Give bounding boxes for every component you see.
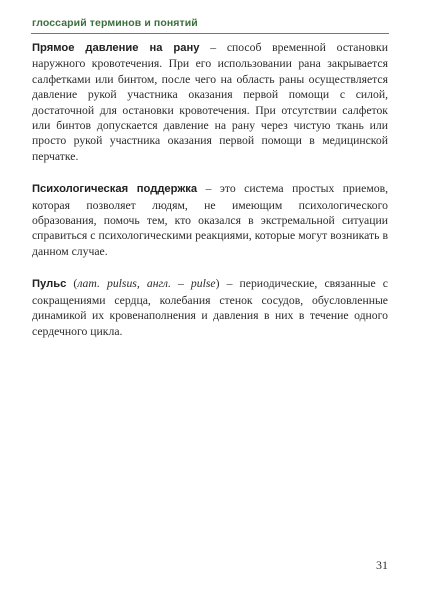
glossary-definition: – это система простых приемов, которая позволяет людям, не имеющим психологического образования, помочь тем, кто оказался в экстремальной ситуации справиться с психологическими реакциями, которые могут возникать в данном случае. [32, 182, 389, 258]
glossary-term: Психологическая поддержка [32, 183, 198, 196]
header-divider [31, 33, 389, 34]
glossary-definition: – периодические, связанные с сокращениями сердца, колебания стенок сосудов, обусловленные динамикой их кровенаполнения и давления в них в течение одного сердечного цикла. [32, 277, 388, 338]
glossary-content [32, 40, 388, 356]
glossary-entry-psychological-support [32, 181, 388, 259]
glossary-entry-direct-pressure [32, 40, 388, 164]
etymology-close-paren: ) [215, 277, 220, 291]
glossary-term: Прямое давление на рану [32, 42, 200, 54]
etymology-open-paren: ( [66, 277, 78, 291]
glossary-term: Пульс [32, 278, 67, 291]
section-header: глоссарий терминов и понятий [32, 17, 198, 29]
page-number: 31 [376, 558, 388, 572]
glossary-entry-pulse [32, 276, 388, 339]
glossary-etymology: лат. pulsus, англ. – pulse [77, 277, 216, 291]
glossary-definition: – способ временной остановки наружного кровотечения. При его использовании рана закрывается салфетками или бинтом, после чего на область раны осуществляется давление рукой участника оказания первой помощи с силой, достаточной для остановки кровотечения. При отсутствии салфеток или бинтов допускается давление на рану через чистую ткань или просто рукой участника оказания первой помощи в медицинской перчатке. [32, 41, 388, 163]
